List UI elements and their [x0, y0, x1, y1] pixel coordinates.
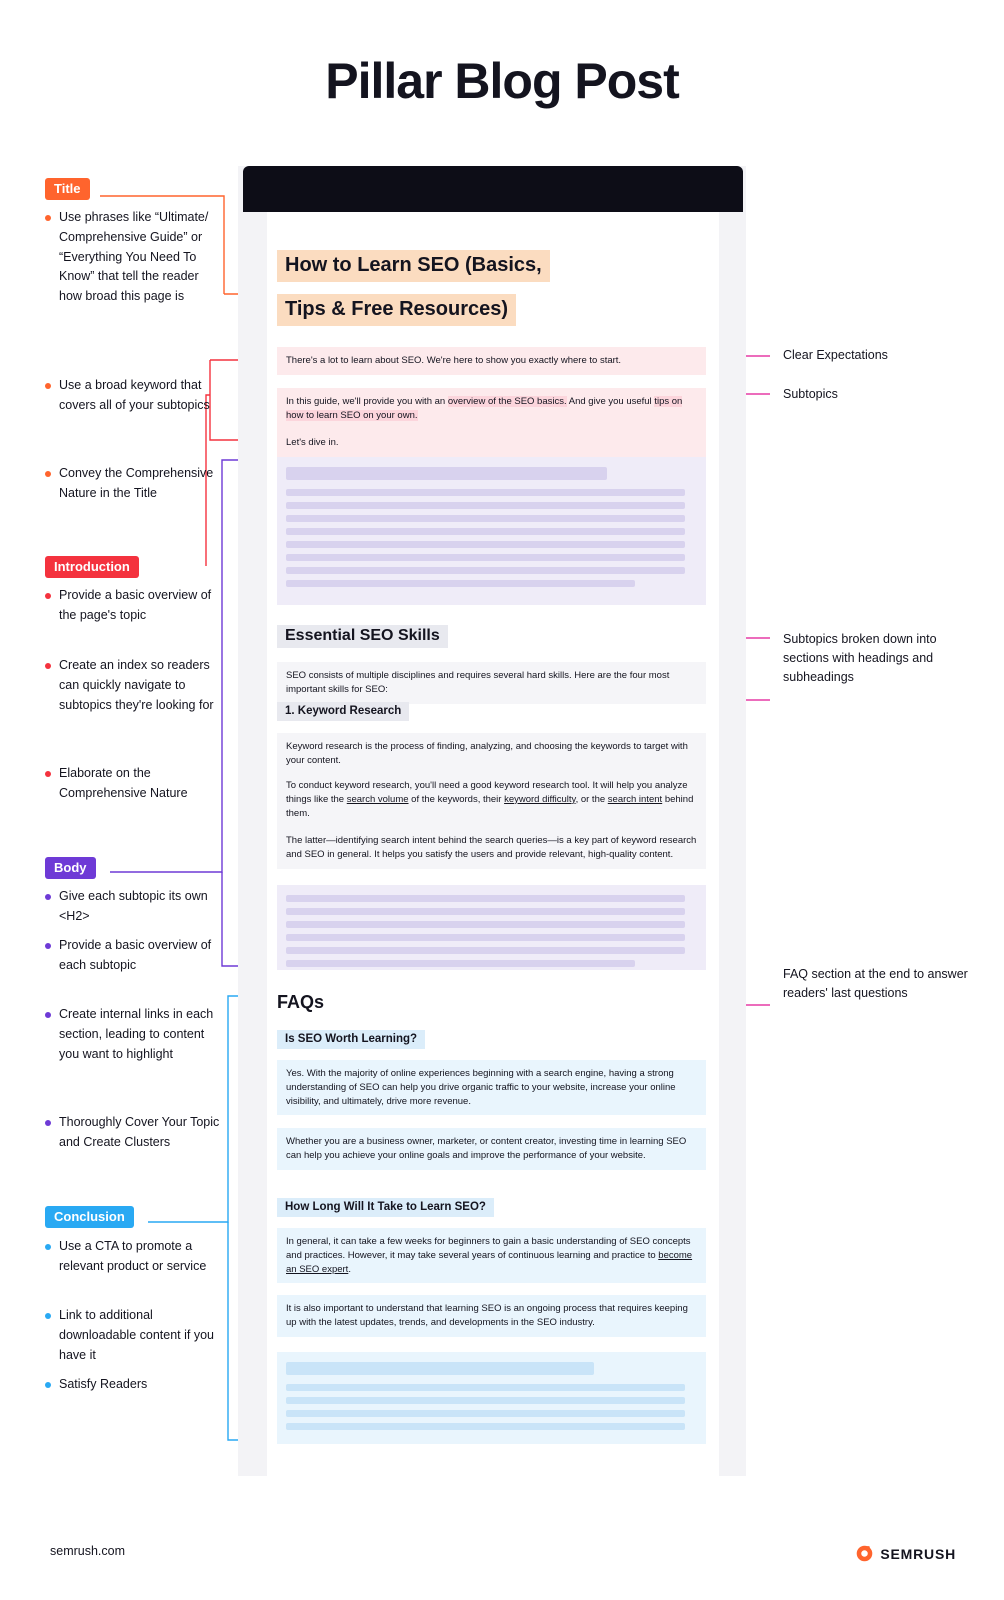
right-note-faq-section: FAQ section at the end to answer readers' last questions — [783, 967, 968, 1000]
title-bullet-2: Use a broad keyword that covers all of your subtopics — [45, 376, 225, 416]
footer-brand — [856, 1545, 956, 1562]
semrush-wordmark: SEMRUSH — [880, 1545, 956, 1562]
mock-skeleton-block-3 — [277, 1352, 706, 1444]
body-bullet-3: Create internal links in each section, leading to content you want to highlight — [45, 1005, 225, 1064]
footer-url: semrush.com — [50, 1544, 126, 1558]
mock-intro-paragraph-1: There's a lot to learn about SEO. We're here to show you exactly where to start. — [277, 347, 706, 375]
section-tag-introduction: Introduction — [45, 556, 139, 578]
faq2-text-a: In general, it can take a few weeks for beginners to gain a basic understanding of SEO concepts and practices. However, it may take several years of continuous learning and practice to — [286, 1236, 691, 1261]
body-bullet-1: Give each subtopic its own <H2> — [45, 887, 225, 927]
intro2-text-b: And give you useful — [566, 396, 655, 407]
title-bullet-3: Convey the Comprehensive Nature in the Title — [45, 464, 225, 504]
mock-paragraph-faq2-1 — [277, 1228, 706, 1283]
kw2-text-b: of the keywords, their — [408, 793, 505, 805]
mock-skeleton-block-2 — [277, 885, 706, 970]
introduction-bullet-2: Create an index so readers can quickly navigate to subtopics they're looking for — [45, 656, 225, 715]
conclusion-bullet-2: Link to additional downloadable content if you have it — [45, 1306, 225, 1365]
semrush-logo-icon — [856, 1545, 873, 1562]
mock-paragraph-kw-1: Keyword research is the process of finding, analyzing, and choosing the keywords to target with your content. — [277, 733, 706, 775]
mock-paragraph-essential: SEO consists of multiple disciplines and requires several hard skills. Here are the four most important skills for SEO: — [277, 662, 706, 704]
title-bullet-1: Use phrases like “Ultimate/ Comprehensive Guide” or “Everything You Need To Know” that tell the reader how broad this page is — [45, 208, 225, 307]
intro2-highlight-2: tips on how to learn SEO on your own. — [286, 396, 683, 421]
mock-intro-paragraph-3: Let's dive in. — [277, 429, 706, 457]
window-dot-1-icon — [268, 18, 280, 30]
mock-h2-faqs: FAQs — [277, 992, 325, 1012]
conclusion-bullet-1: Use a CTA to promote a relevant product or service — [45, 1237, 225, 1277]
kw2-text-d: behind them. — [286, 793, 694, 819]
mock-h1-line-1: How to Learn SEO (Basics, — [277, 250, 550, 282]
window-dot-3-icon — [316, 18, 328, 30]
mock-paragraph-kw-3: The latter—identifying search intent behind the search queries—is a key part of keyword research and SEO in general. It helps you satisfy the users and provide relevant, high-quality content. — [277, 827, 706, 869]
browser-title-bar — [243, 166, 743, 212]
mock-h1-line-2: Tips & Free Resources) — [277, 294, 516, 326]
conclusion-bullet-3: Satisfy Readers — [45, 1375, 225, 1395]
right-note-clear-expectations: Clear Expectations — [783, 348, 888, 362]
intro2-highlight-1: overview of the SEO basics. — [447, 396, 567, 407]
mock-skeleton-block-1 — [277, 457, 706, 605]
introduction-bullet-3: Elaborate on the Comprehensive Nature — [45, 764, 225, 804]
section-tag-conclusion: Conclusion — [45, 1206, 134, 1228]
right-note-subtopics: Subtopics — [783, 387, 838, 401]
section-tag-body: Body — [45, 857, 96, 879]
page-title: Pillar Blog Post — [325, 53, 679, 109]
mock-intro-paragraph-2 — [277, 388, 706, 430]
window-dot-2-icon — [292, 18, 304, 30]
faq2-link-become-an-seo-expert[interactable]: become an SEO expert — [286, 1249, 693, 1275]
kw2-text-a: To conduct keyword research, you'll need a good keyword research tool. It will help you analyze things like the — [286, 780, 688, 805]
kw2-text-c: , or the — [575, 793, 608, 805]
mock-paragraph-faq1-1: Yes. With the majority of online experiences beginning with a search engine, having a strong understanding of SEO can help you drive organic traffic to your website, increase your online visibility, and ultimately, drive more revenue. — [277, 1060, 706, 1115]
mock-h3-faq-2: How Long Will It Take to Learn SEO? — [277, 1198, 494, 1217]
faq2-text-b: . — [348, 1263, 351, 1275]
body-bullet-4: Thoroughly Cover Your Topic and Create Clusters — [45, 1113, 225, 1153]
mock-h2-essential-seo-skills: Essential SEO Skills — [277, 625, 448, 648]
intro2-text-a: In this guide, we'll provide you with an — [286, 396, 448, 407]
kw2-link-keyword-difficulty[interactable]: keyword difficulty — [504, 793, 576, 805]
mock-paragraph-faq2-2: It is also important to understand that learning SEO is an ongoing process that requires keeping up with the latest updates, trends, and developments in the SEO industry. — [277, 1295, 706, 1337]
mock-paragraph-faq1-2: Whether you are a business owner, marketer, or content creator, investing time in learning SEO can help you achieve your online goals and improve the performance of your website. — [277, 1128, 706, 1170]
body-bullet-2: Provide a basic overview of each subtopic — [45, 936, 225, 976]
kw2-link-search-intent[interactable]: search intent — [607, 793, 663, 805]
mock-h3-faq-1: Is SEO Worth Learning? — [277, 1030, 425, 1049]
kw2-link-search-volume[interactable]: search volume — [346, 793, 409, 805]
right-note-subtopics-sections: Subtopics broken down into sections with headings and subheadings — [783, 632, 937, 684]
mock-h3-keyword-research: 1. Keyword Research — [277, 702, 409, 721]
introduction-bullet-1: Provide a basic overview of the page's topic — [45, 586, 225, 626]
section-tag-title: Title — [45, 178, 90, 200]
mock-paragraph-kw-2 — [277, 772, 706, 827]
